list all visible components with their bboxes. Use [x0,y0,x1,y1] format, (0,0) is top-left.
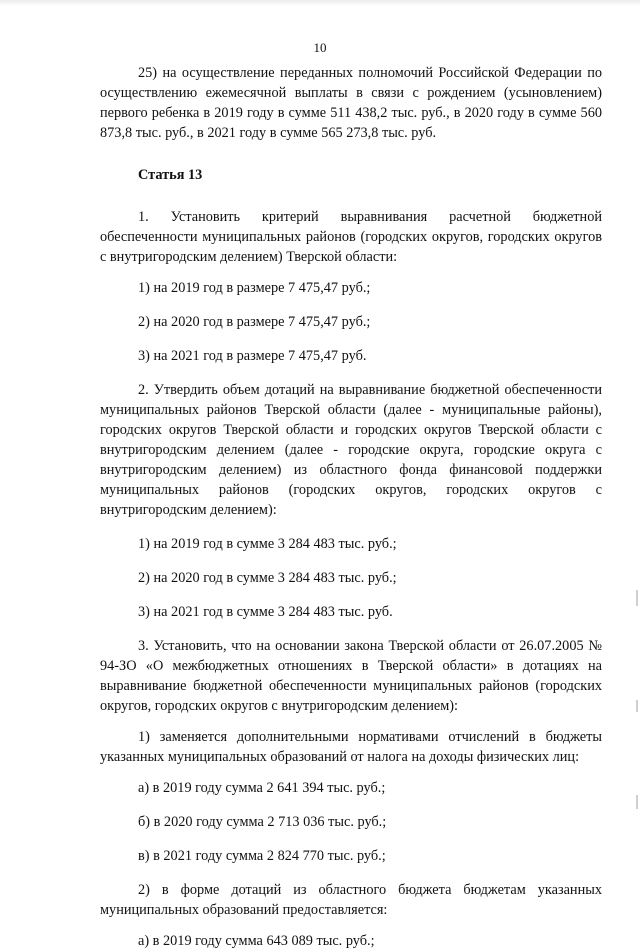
scan-top-edge [0,0,640,6]
list-item: 1) на 2019 год в сумме 3 284 483 тыс. руб.; [138,536,397,552]
list-item: а) в 2019 году сумма 2 641 394 тыс. руб.; [138,780,386,796]
list-item: 1) на 2019 год в размере 7 475,47 руб.; [138,280,371,296]
scan-margin-mark [636,700,638,712]
page-number: 10 [313,40,327,55]
paragraph-25: 25) на осуществление переданных полномочий Российской Федерации по осуществлению ежемесячной выплаты в связи с рождением (усыновлением) первого ребенка в 2019 году в сумме 511 438,2 тыс. руб., в 2020 году в сумме 560 873,8 тыс. руб., в 2021 году в сумме 565 273,8 тыс. руб. [100,65,602,141]
paragraph-3-2: 2) в форме дотаций из областного бюджета бюджетам указанных муниципальных образований предоставляется: [100,882,602,918]
paragraph-3-1: 1) заменяется дополнительными нормативами отчислений в бюджеты указанных муниципальных образований от налога на доходы физических лиц: [100,729,602,765]
list-item: 2) на 2020 год в размере 7 475,47 руб.; [138,314,371,330]
list-item: а) в 2019 году сумма 643 089 тыс. руб.; [138,933,375,949]
article-heading: Статья 13 [138,167,203,183]
document-body [100,63,602,951]
list-item: 3) на 2021 год в размере 7 475,47 руб. [138,348,367,364]
list-item: б) в 2020 году сумма 2 713 036 тыс. руб.; [138,814,387,830]
paragraph-1: 1. Установить критерий выравнивания расчетной бюджетной обеспеченности муниципальных районов (городских округов, городских округов с внутригородским делением) Тверской области: [100,209,602,265]
scan-margin-mark [636,590,638,606]
list-item: 2) на 2020 год в сумме 3 284 483 тыс. руб.; [138,570,397,586]
paragraph-3: 3. Установить, что на основании закона Тверской области от 26.07.2005 № 94-ЗО «О межбюджетных отношениях в Тверской области» в дотациях на выравнивание бюджетной обеспеченности муниципальных районов (городских округов, городских округов с внутригородским делением): [100,638,602,714]
list-item: в) в 2021 году сумма 2 824 770 тыс. руб.; [138,848,386,864]
paragraph-2: 2. Утвердить объем дотаций на выравнивание бюджетной обеспеченности муниципальных районов Тверской области (далее - муниципальные районы), городских округов Тверской области и городских округов Тверской области с внутригородским делением (далее - городские округа, городские округа с внутригородским делением) из областного фонда финансовой поддержки муниципальных районов (городских округов, городских округов с внутригородским делением): [100,382,602,518]
scan-margin-mark [636,795,638,809]
list-item: 3) на 2021 год в сумме 3 284 483 тыс. руб. [138,604,393,620]
